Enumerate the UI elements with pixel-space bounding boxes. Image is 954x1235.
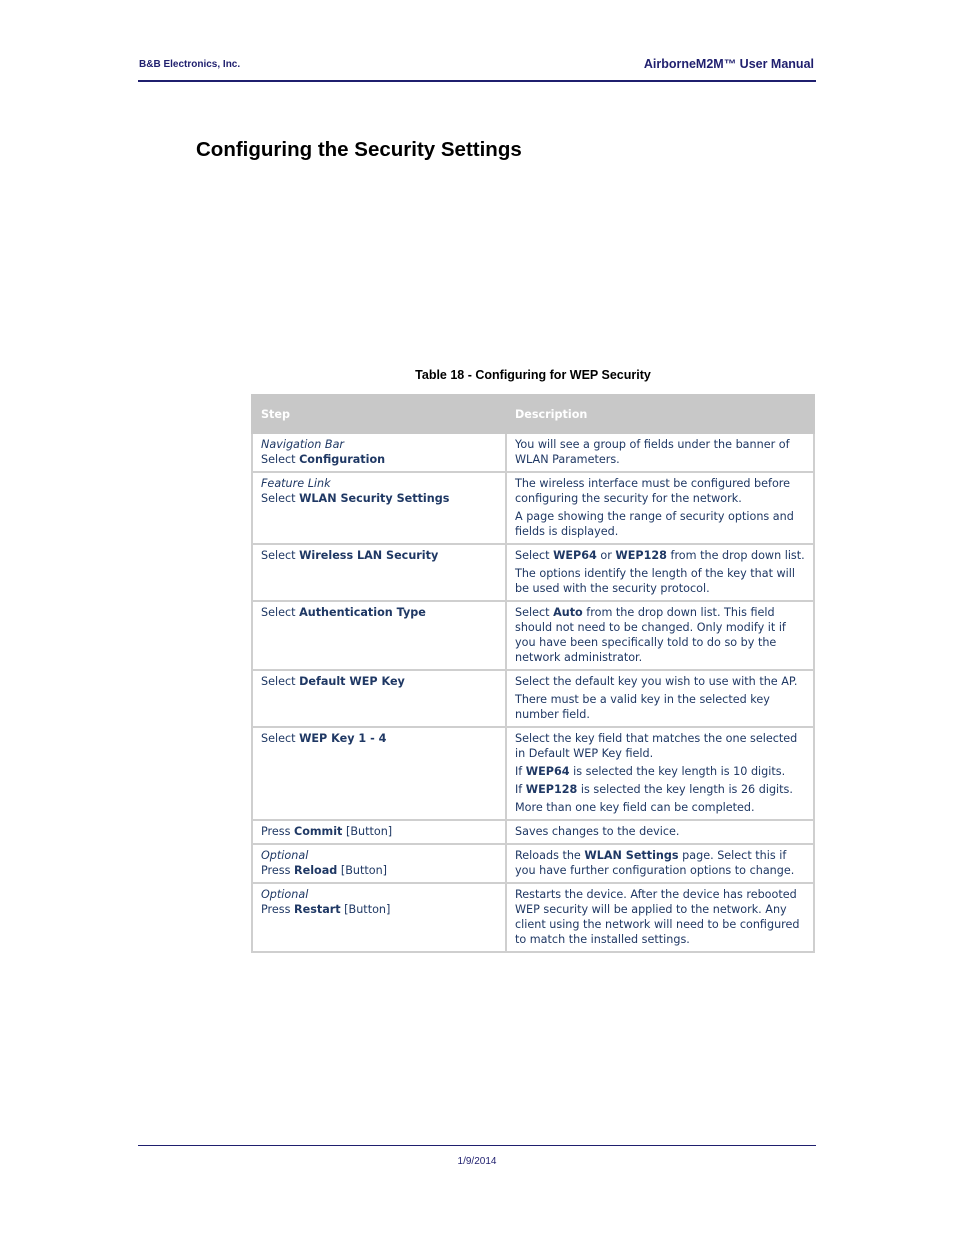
description-paragraph (515, 764, 805, 779)
table-body (252, 433, 814, 952)
step-target: Configuration (299, 453, 386, 466)
description-paragraph (515, 824, 805, 839)
description-emphasis: WEP128 (615, 549, 667, 562)
description-paragraph (515, 548, 805, 563)
step-text: Select (261, 453, 300, 466)
description-cell (506, 820, 814, 844)
step-instruction (261, 863, 497, 878)
table-row (252, 670, 814, 727)
step-target: Restart (294, 903, 341, 916)
step-instruction (261, 824, 497, 839)
step-text: [Button] (342, 825, 393, 838)
step-cell (252, 820, 506, 844)
step-context-label: Feature Link (261, 477, 331, 490)
description-text: Select (515, 549, 554, 562)
description-cell (506, 472, 814, 544)
description-text: or (596, 549, 616, 562)
description-emphasis: Auto (553, 606, 583, 619)
table-row (252, 844, 814, 883)
description-text: You will see a group of fields under the banner of WLAN Parameters. (515, 438, 790, 466)
step-target: Authentication Type (299, 606, 426, 619)
description-cell (506, 727, 814, 820)
step-target: Commit (294, 825, 343, 838)
column-header-step: Step (252, 395, 506, 433)
step-cell (252, 544, 506, 601)
step-text: Press (261, 864, 294, 877)
table-row (252, 727, 814, 820)
step-text: Select (261, 732, 300, 745)
description-emphasis: WEP128 (525, 783, 578, 796)
step-text: Select (261, 549, 300, 562)
footer-date: 1/9/2014 (457, 1156, 497, 1167)
table-row (252, 601, 814, 670)
table-caption: Table 18 - Configuring for WEP Security (415, 368, 651, 382)
step-text: Select (261, 675, 300, 688)
step-context-label: Optional (261, 849, 309, 862)
header-manual-title: AirborneM2M™ User Manual (643, 57, 814, 71)
description-text: There must be a valid key in the selected key number field. (515, 693, 770, 721)
description-paragraph (515, 437, 805, 467)
description-text: The wireless interface must be configured before configuring the security for the network. (515, 477, 791, 505)
description-emphasis: WEP64 (525, 765, 570, 778)
description-text: Reloads the (515, 849, 585, 862)
description-paragraph (515, 605, 805, 665)
step-instruction (261, 731, 497, 746)
description-paragraph (515, 509, 805, 539)
step-instruction (261, 605, 497, 620)
description-emphasis: WEP64 (553, 549, 597, 562)
description-text: from the drop down list. This field should not need to be changed. Only modify it if you have been specifically told to do so by the network administrator. (515, 606, 786, 664)
description-paragraph (515, 731, 805, 761)
description-text: is selected the key length is 26 digits. (577, 783, 793, 796)
step-target: Default WEP Key (299, 675, 405, 688)
step-instruction (261, 452, 497, 467)
description-text: is selected the key length is 10 digits. (569, 765, 786, 778)
description-text: page. Select this if you have further configuration options to change. (515, 849, 795, 877)
step-cell (252, 670, 506, 727)
footer-divider (138, 1145, 816, 1146)
step-text: [Button] (337, 864, 388, 877)
description-cell (506, 433, 814, 472)
step-instruction (261, 674, 497, 689)
step-cell (252, 727, 506, 820)
step-instruction (261, 548, 497, 563)
description-text: Select (515, 606, 554, 619)
page-title: Configuring the Security Settings (196, 138, 522, 161)
table-header-row (252, 395, 814, 433)
step-instruction (261, 491, 497, 506)
description-text: The options identify the length of the key that will be used with the security protocol. (515, 567, 795, 595)
step-target: Reload (294, 864, 338, 877)
description-text: Select the default key you wish to use with the AP. (515, 675, 798, 688)
step-instruction (261, 902, 497, 917)
table-row (252, 433, 814, 472)
step-target: WEP Key 1 - 4 (299, 732, 387, 745)
step-cell (252, 472, 506, 544)
description-text: Restarts the device. After the device has rebooted WEP security will be applied to the network. Any client using the network will need to be configured to match the installed settings. (515, 888, 800, 946)
table-row (252, 544, 814, 601)
step-cell (252, 883, 506, 952)
header-divider (138, 80, 816, 82)
step-text: Press (261, 825, 294, 838)
step-context-label: Navigation Bar (261, 438, 345, 451)
description-text: Select the key field that matches the one selected in Default WEP Key field. (515, 732, 798, 760)
step-context-label: Optional (261, 888, 309, 901)
description-text: If (515, 765, 526, 778)
step-cell (252, 601, 506, 670)
description-paragraph (515, 782, 805, 797)
step-text: Select (261, 606, 300, 619)
step-cell (252, 844, 506, 883)
wep-security-table (251, 394, 815, 953)
table-row (252, 820, 814, 844)
step-target: WLAN Security Settings (299, 492, 450, 505)
description-cell (506, 601, 814, 670)
description-text: A page showing the range of security options and fields is displayed. (515, 510, 794, 538)
step-cell (252, 433, 506, 472)
description-paragraph (515, 887, 805, 947)
description-cell (506, 544, 814, 601)
description-paragraph (515, 566, 805, 596)
table-row (252, 883, 814, 952)
description-cell (506, 670, 814, 727)
step-target: Wireless LAN Security (299, 549, 439, 562)
description-text: If (515, 783, 526, 796)
description-text: Saves changes to the device. (515, 825, 680, 838)
step-text: Press (261, 903, 294, 916)
description-paragraph (515, 674, 805, 689)
table-row (252, 472, 814, 544)
description-cell (506, 844, 814, 883)
column-header-description: Description (506, 395, 814, 433)
description-paragraph (515, 692, 805, 722)
description-paragraph (515, 800, 805, 815)
step-text: Select (261, 492, 300, 505)
step-text: [Button] (340, 903, 391, 916)
description-paragraph (515, 848, 805, 878)
description-cell (506, 883, 814, 952)
header-company: B&B Electronics, Inc. (139, 59, 241, 70)
description-text: More than one key field can be completed. (515, 801, 755, 814)
description-text: from the drop down list. (666, 549, 805, 562)
description-emphasis: WLAN Settings (584, 849, 679, 862)
description-paragraph (515, 476, 805, 506)
